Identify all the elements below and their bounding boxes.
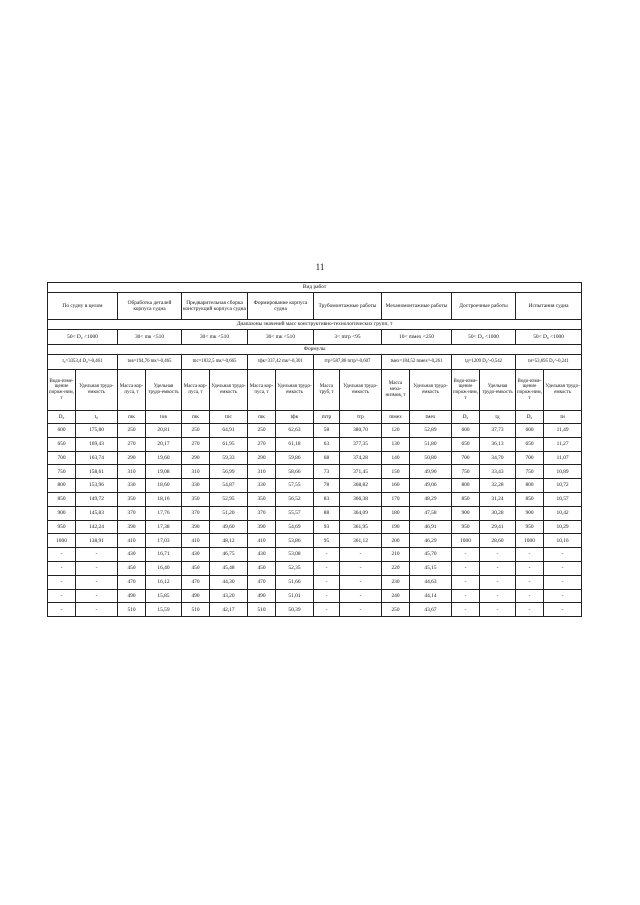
work-type-header: Достроечные работы [452, 293, 516, 320]
mass-range-cell: 10< mмех <250 [382, 330, 452, 345]
table-cell: - [48, 575, 76, 589]
table-cell: 44,63 [410, 575, 452, 589]
mass-range-cell: 50< D₀ <1000 [516, 330, 582, 345]
table-cell: 138,91 [76, 534, 118, 548]
table-cell: 53,86 [276, 534, 314, 548]
table-cell: 49,06 [410, 479, 452, 493]
table-row [48, 424, 582, 438]
table-cell: 17,76 [146, 506, 182, 520]
table-cell: 490 [248, 589, 276, 603]
table-cell: 45,70 [410, 548, 452, 562]
table-cell: - [544, 603, 582, 617]
table-cell: 18,60 [146, 479, 182, 493]
table-cell: 169,43 [76, 437, 118, 451]
table-cell: 410 [118, 534, 146, 548]
table-cell: 370 [118, 506, 146, 520]
table-cell: 330 [248, 479, 276, 493]
table-cell: 62,63 [276, 424, 314, 438]
work-types-group-header: Вид работ [48, 283, 582, 293]
table-cell: 88 [314, 506, 340, 520]
table-cell: 16,40 [146, 561, 182, 575]
table-cell: 45,48 [210, 561, 248, 575]
table-cell: 250 [182, 424, 210, 438]
table-cell: 32,28 [480, 479, 516, 493]
table-cell: 15,59 [146, 603, 182, 617]
table-row [48, 548, 582, 562]
column-header: Удельная трудо-емкость [410, 370, 452, 411]
column-symbol: D₀ [48, 411, 76, 424]
table-cell: 20,17 [146, 437, 182, 451]
table-row [48, 575, 582, 589]
table-cell: 50,39 [276, 603, 314, 617]
table-cell: 650 [48, 437, 76, 451]
table-cell: 600 [48, 424, 76, 438]
table-cell: 42,17 [210, 603, 248, 617]
table-cell: 149,72 [76, 492, 118, 506]
table-cell: 350 [248, 492, 276, 506]
table-cell: - [516, 561, 544, 575]
column-header: Масса кор-пуса, т [118, 370, 146, 411]
column-header: Удельная трудо-емкость [210, 370, 248, 411]
table-cell: - [516, 589, 544, 603]
table-cell: - [516, 548, 544, 562]
table-cell: 1000 [516, 534, 544, 548]
table-row [48, 589, 582, 603]
column-symbol: tов [146, 411, 182, 424]
work-type-header: Механомонтажные работы [382, 293, 452, 320]
mass-range-cell: 30< mк <510 [248, 330, 314, 345]
table-cell: 11,49 [544, 424, 582, 438]
table-row [48, 506, 582, 520]
table-cell: 54,87 [210, 479, 248, 493]
table-cell: 51,66 [276, 575, 314, 589]
table-cell: 28,60 [480, 534, 516, 548]
table-cell: 510 [248, 603, 276, 617]
column-symbol: mмех [382, 411, 410, 424]
table-row [48, 492, 582, 506]
table-cell: 510 [182, 603, 210, 617]
table-cell: 364,09 [340, 506, 382, 520]
table-cell: 470 [248, 575, 276, 589]
work-type-header: Обработка деталей корпуса судна [118, 293, 182, 320]
table-cell: - [340, 575, 382, 589]
table-cell: - [314, 589, 340, 603]
table-cell: 390 [248, 520, 276, 534]
table-cell: 95 [314, 534, 340, 548]
table-cell: - [314, 603, 340, 617]
column-header: Масса кор-пуса, т [182, 370, 210, 411]
column-symbol: mк [248, 411, 276, 424]
table-cell: 11,27 [544, 437, 582, 451]
table-cell: 700 [516, 451, 544, 465]
table-cell: 450 [118, 561, 146, 575]
table-cell: 390 [118, 520, 146, 534]
table-cell: 230 [382, 575, 410, 589]
mass-range-cell: 50< D₀ <1000 [48, 330, 118, 345]
table-cell: 10,16 [544, 534, 582, 548]
table-row [48, 451, 582, 465]
table-cell: 377,35 [340, 437, 382, 451]
column-symbol: tд [480, 411, 516, 424]
table-cell: 44,14 [410, 589, 452, 603]
table-cell: 310 [118, 465, 146, 479]
table-cell: 700 [48, 451, 76, 465]
column-header: Удельная трудо-емкость [76, 370, 118, 411]
table-cell: - [452, 589, 480, 603]
table-cell: 47,58 [410, 506, 452, 520]
table-cell: 600 [452, 424, 480, 438]
table-cell: 63 [314, 437, 340, 451]
table-cell: 374,28 [340, 451, 382, 465]
table-cell: 430 [118, 548, 146, 562]
formulas-header: Формулы [48, 345, 582, 355]
table-cell: 58 [314, 424, 340, 438]
table-cell: 850 [452, 492, 480, 506]
table-cell: 800 [452, 479, 480, 493]
table-cell: 52,35 [276, 561, 314, 575]
work-type-header: Трубомонтажные работы [314, 293, 382, 320]
table-cell: 16,71 [146, 548, 182, 562]
table-cell: 330 [118, 479, 146, 493]
table-cell: - [516, 575, 544, 589]
table-cell: - [452, 575, 480, 589]
table-cell: 1000 [452, 534, 480, 548]
table-cell: 61,95 [210, 437, 248, 451]
column-symbol: mтр [314, 411, 340, 424]
formula-cell: tи=53,695 D₀^-0,241 [516, 355, 582, 370]
table-cell: 51,01 [276, 589, 314, 603]
formula-cell: tфк=337,42 mк^-0,301 [248, 355, 314, 370]
table-row [48, 520, 582, 534]
table-cell: 46,29 [410, 534, 452, 548]
table-cell: 68 [314, 451, 340, 465]
table-cell: 190 [382, 520, 410, 534]
table-cell: 48,12 [210, 534, 248, 548]
table-cell: 34,70 [480, 451, 516, 465]
column-symbol: D₀ [516, 411, 544, 424]
table-cell: - [76, 603, 118, 617]
table-cell: 36,13 [480, 437, 516, 451]
table-cell: 53,08 [276, 548, 314, 562]
column-symbol: D₀ [452, 411, 480, 424]
table-cell: 350 [118, 492, 146, 506]
table-cell: 290 [182, 451, 210, 465]
table-cell: 83 [314, 492, 340, 506]
table-cell: 490 [182, 589, 210, 603]
table-cell: 900 [452, 506, 480, 520]
table-cell: 153,96 [76, 479, 118, 493]
table-cell: 170 [382, 492, 410, 506]
table-cell: 175,80 [76, 424, 118, 438]
column-header: Водо-изме-щение порож-ним, т [48, 370, 76, 411]
table-cell: - [516, 603, 544, 617]
table-cell: 16,12 [146, 575, 182, 589]
table-cell: 10,89 [544, 465, 582, 479]
table-cell: 120 [382, 424, 410, 438]
table-cell: - [48, 561, 76, 575]
formula-cell: tмех=184,52 mмех^-0,261 [382, 355, 452, 370]
table-cell: 15,85 [146, 589, 182, 603]
table-cell: 361,12 [340, 534, 382, 548]
table-cell: 30,28 [480, 506, 516, 520]
table-cell: 370 [248, 506, 276, 520]
table-cell: - [544, 575, 582, 589]
table-row [48, 437, 582, 451]
table-cell: 450 [248, 561, 276, 575]
table-cell: 59,33 [210, 451, 248, 465]
table-cell: 410 [182, 534, 210, 548]
table-cell: 46,75 [210, 548, 248, 562]
table-cell: 19,08 [146, 465, 182, 479]
table-cell: - [544, 561, 582, 575]
table-cell: 470 [118, 575, 146, 589]
table-cell: 330 [182, 479, 210, 493]
table-cell: 430 [182, 548, 210, 562]
table-cell: - [340, 589, 382, 603]
table-cell: 52,89 [410, 424, 452, 438]
table-cell: - [48, 603, 76, 617]
table-cell: 750 [516, 465, 544, 479]
table-cell: 250 [248, 424, 276, 438]
table-cell: 56,52 [276, 492, 314, 506]
table-cell: 220 [382, 561, 410, 575]
formula-cell: tов=194,76 mк^-0,465 [118, 355, 182, 370]
table-cell: 370 [182, 506, 210, 520]
table-cell: 270 [118, 437, 146, 451]
table-cell: 490 [118, 589, 146, 603]
column-header: Водо-изме-щение порож-ним, т [452, 370, 480, 411]
table-cell: 750 [48, 465, 76, 479]
table-cell: 210 [382, 548, 410, 562]
column-symbol: tтр [340, 411, 382, 424]
table-cell: 800 [48, 479, 76, 493]
column-symbol: tфк [276, 411, 314, 424]
table-cell: 310 [182, 465, 210, 479]
table-cell: 46,91 [410, 520, 452, 534]
table-cell: 20,81 [146, 424, 182, 438]
table-cell: - [340, 548, 382, 562]
table-cell: 361,95 [340, 520, 382, 534]
table-cell: 180 [382, 506, 410, 520]
formula-cell: t₀=3353,4 D₀^-0,461 [48, 355, 118, 370]
table-row [48, 534, 582, 548]
column-header: Удельная трудо-емкость [480, 370, 516, 411]
table-cell: 37,73 [480, 424, 516, 438]
table-cell: 51,80 [410, 437, 452, 451]
table-cell: 750 [452, 465, 480, 479]
table-cell: 368,82 [340, 479, 382, 493]
table-cell: 290 [248, 451, 276, 465]
table-cell: - [480, 589, 516, 603]
column-header: Масса меха-низмов, т [382, 370, 410, 411]
table-cell: 52,95 [210, 492, 248, 506]
table-cell: 61,18 [276, 437, 314, 451]
column-header: Удельная трудо-емкость [276, 370, 314, 411]
formula-cell: tтр=587,86 mтр^-0,607 [314, 355, 382, 370]
table-cell: 31,24 [480, 492, 516, 506]
table-cell: 160 [382, 479, 410, 493]
mass-range-cell: 30< mк <510 [182, 330, 248, 345]
table-row [48, 603, 582, 617]
table-cell: 310 [248, 465, 276, 479]
table-cell: 366,38 [340, 492, 382, 506]
column-header: Удельная трудо-емкость [544, 370, 582, 411]
table-cell: - [314, 575, 340, 589]
table-cell: 650 [452, 437, 480, 451]
column-header: Масса труб, т [314, 370, 340, 411]
work-type-header: Формирование корпуса судна [248, 293, 314, 320]
column-header: Водо-изме-щение порож-ним, т [516, 370, 544, 411]
table-cell: - [48, 548, 76, 562]
table-cell: 1000 [48, 534, 76, 548]
column-header: Удельная трудо-емкость [340, 370, 382, 411]
table-cell: 50,80 [410, 451, 452, 465]
table-cell: 57,55 [276, 479, 314, 493]
column-symbol: mк [118, 411, 146, 424]
column-header: Масса кор-пуса, т [248, 370, 276, 411]
table-cell: 850 [516, 492, 544, 506]
table-cell: 11,07 [544, 451, 582, 465]
work-type-header: Испытания судна [516, 293, 582, 320]
table-cell: - [340, 561, 382, 575]
table-cell: 390 [182, 520, 210, 534]
table-row [48, 465, 582, 479]
table-cell: 371,45 [340, 465, 382, 479]
work-type-header: По судну в целом [48, 293, 118, 320]
table-cell: 10,57 [544, 492, 582, 506]
table-cell: 650 [516, 437, 544, 451]
table-cell: 250 [382, 603, 410, 617]
mass-range-cell: 30< mк <510 [118, 330, 182, 345]
table-cell: 29,41 [480, 520, 516, 534]
table-cell: 430 [248, 548, 276, 562]
table-cell: 410 [248, 534, 276, 548]
table-cell: 10,29 [544, 520, 582, 534]
table-cell: - [480, 575, 516, 589]
labor-intensity-table [47, 282, 582, 617]
column-symbol: tпс [210, 411, 248, 424]
table-cell: 800 [516, 479, 544, 493]
table-cell: 49,60 [210, 520, 248, 534]
table-cell: 45,15 [410, 561, 452, 575]
table-cell: 900 [516, 506, 544, 520]
table-cell: 850 [48, 492, 76, 506]
column-symbol: mк [182, 411, 210, 424]
table-cell: 163,74 [76, 451, 118, 465]
table-cell: 58,66 [276, 465, 314, 479]
table-cell: 350 [182, 492, 210, 506]
table-cell: 950 [452, 520, 480, 534]
formula-cell: tпс=1832,5 mк^-0,665 [182, 355, 248, 370]
table-cell: 950 [48, 520, 76, 534]
table-cell: 380,70 [340, 424, 382, 438]
table-cell: 51,20 [210, 506, 248, 520]
column-header: Удельная трудо-емкость [146, 370, 182, 411]
ranges-header: Диапазоны значений масс конструктивно-технологических групп, т [48, 320, 582, 330]
table-cell: 142,24 [76, 520, 118, 534]
table-cell: 55,57 [276, 506, 314, 520]
table-cell: - [314, 548, 340, 562]
table-cell: 270 [248, 437, 276, 451]
table-cell: - [76, 589, 118, 603]
table-cell: 33,43 [480, 465, 516, 479]
column-symbol: t₀ [76, 411, 118, 424]
table-cell: 18,16 [146, 492, 182, 506]
table-cell: - [452, 561, 480, 575]
table-cell: 600 [516, 424, 544, 438]
formula-cell: tд=1209 D₀^-0,542 [452, 355, 516, 370]
table-cell: 200 [382, 534, 410, 548]
table-cell: 158,61 [76, 465, 118, 479]
table-cell: 10,72 [544, 479, 582, 493]
table-cell: 56,99 [210, 465, 248, 479]
table-cell: 54,69 [276, 520, 314, 534]
table-cell: 48,29 [410, 492, 452, 506]
column-symbol: tмех [410, 411, 452, 424]
table-cell: 270 [182, 437, 210, 451]
table-cell: 250 [118, 424, 146, 438]
table-cell: 93 [314, 520, 340, 534]
table-cell: - [480, 561, 516, 575]
table-cell: 470 [182, 575, 210, 589]
table-cell: 950 [516, 520, 544, 534]
table-cell: 510 [118, 603, 146, 617]
table-cell: - [480, 548, 516, 562]
work-type-header: Предварительная сборка конструкций корпуса судна [182, 293, 248, 320]
page-number: 11 [315, 262, 325, 272]
table-cell: 73 [314, 465, 340, 479]
table-cell: 64,91 [210, 424, 248, 438]
table-cell: - [76, 561, 118, 575]
mass-range-cell: 50< D₀ <1000 [452, 330, 516, 345]
table-cell: 140 [382, 451, 410, 465]
table-cell: 700 [452, 451, 480, 465]
table-cell: 19,60 [146, 451, 182, 465]
mass-range-cell: 3< mтр <95 [314, 330, 382, 345]
table-cell: - [452, 548, 480, 562]
table-cell: 43,20 [210, 589, 248, 603]
table-cell: 240 [382, 589, 410, 603]
table-cell: 43,67 [410, 603, 452, 617]
table-cell: 150 [382, 465, 410, 479]
table-cell: - [76, 548, 118, 562]
table-cell: 44,30 [210, 575, 248, 589]
table-cell: 290 [118, 451, 146, 465]
table-cell: - [544, 548, 582, 562]
table-cell: - [452, 603, 480, 617]
table-cell: 130 [382, 437, 410, 451]
table-cell: - [76, 575, 118, 589]
table-cell: - [48, 589, 76, 603]
table-row [48, 561, 582, 575]
table-cell: 17,03 [146, 534, 182, 548]
table-cell: - [314, 561, 340, 575]
table-cell: 450 [182, 561, 210, 575]
table-cell: 145,83 [76, 506, 118, 520]
table-cell: 900 [48, 506, 76, 520]
column-symbol: tи [544, 411, 582, 424]
table-cell: 59,86 [276, 451, 314, 465]
table-cell: 78 [314, 479, 340, 493]
table-cell: - [480, 603, 516, 617]
table-cell: 10,42 [544, 506, 582, 520]
table-cell: - [544, 589, 582, 603]
table-cell: - [340, 603, 382, 617]
table-cell: 49,90 [410, 465, 452, 479]
table-row [48, 479, 582, 493]
table-cell: 17,38 [146, 520, 182, 534]
